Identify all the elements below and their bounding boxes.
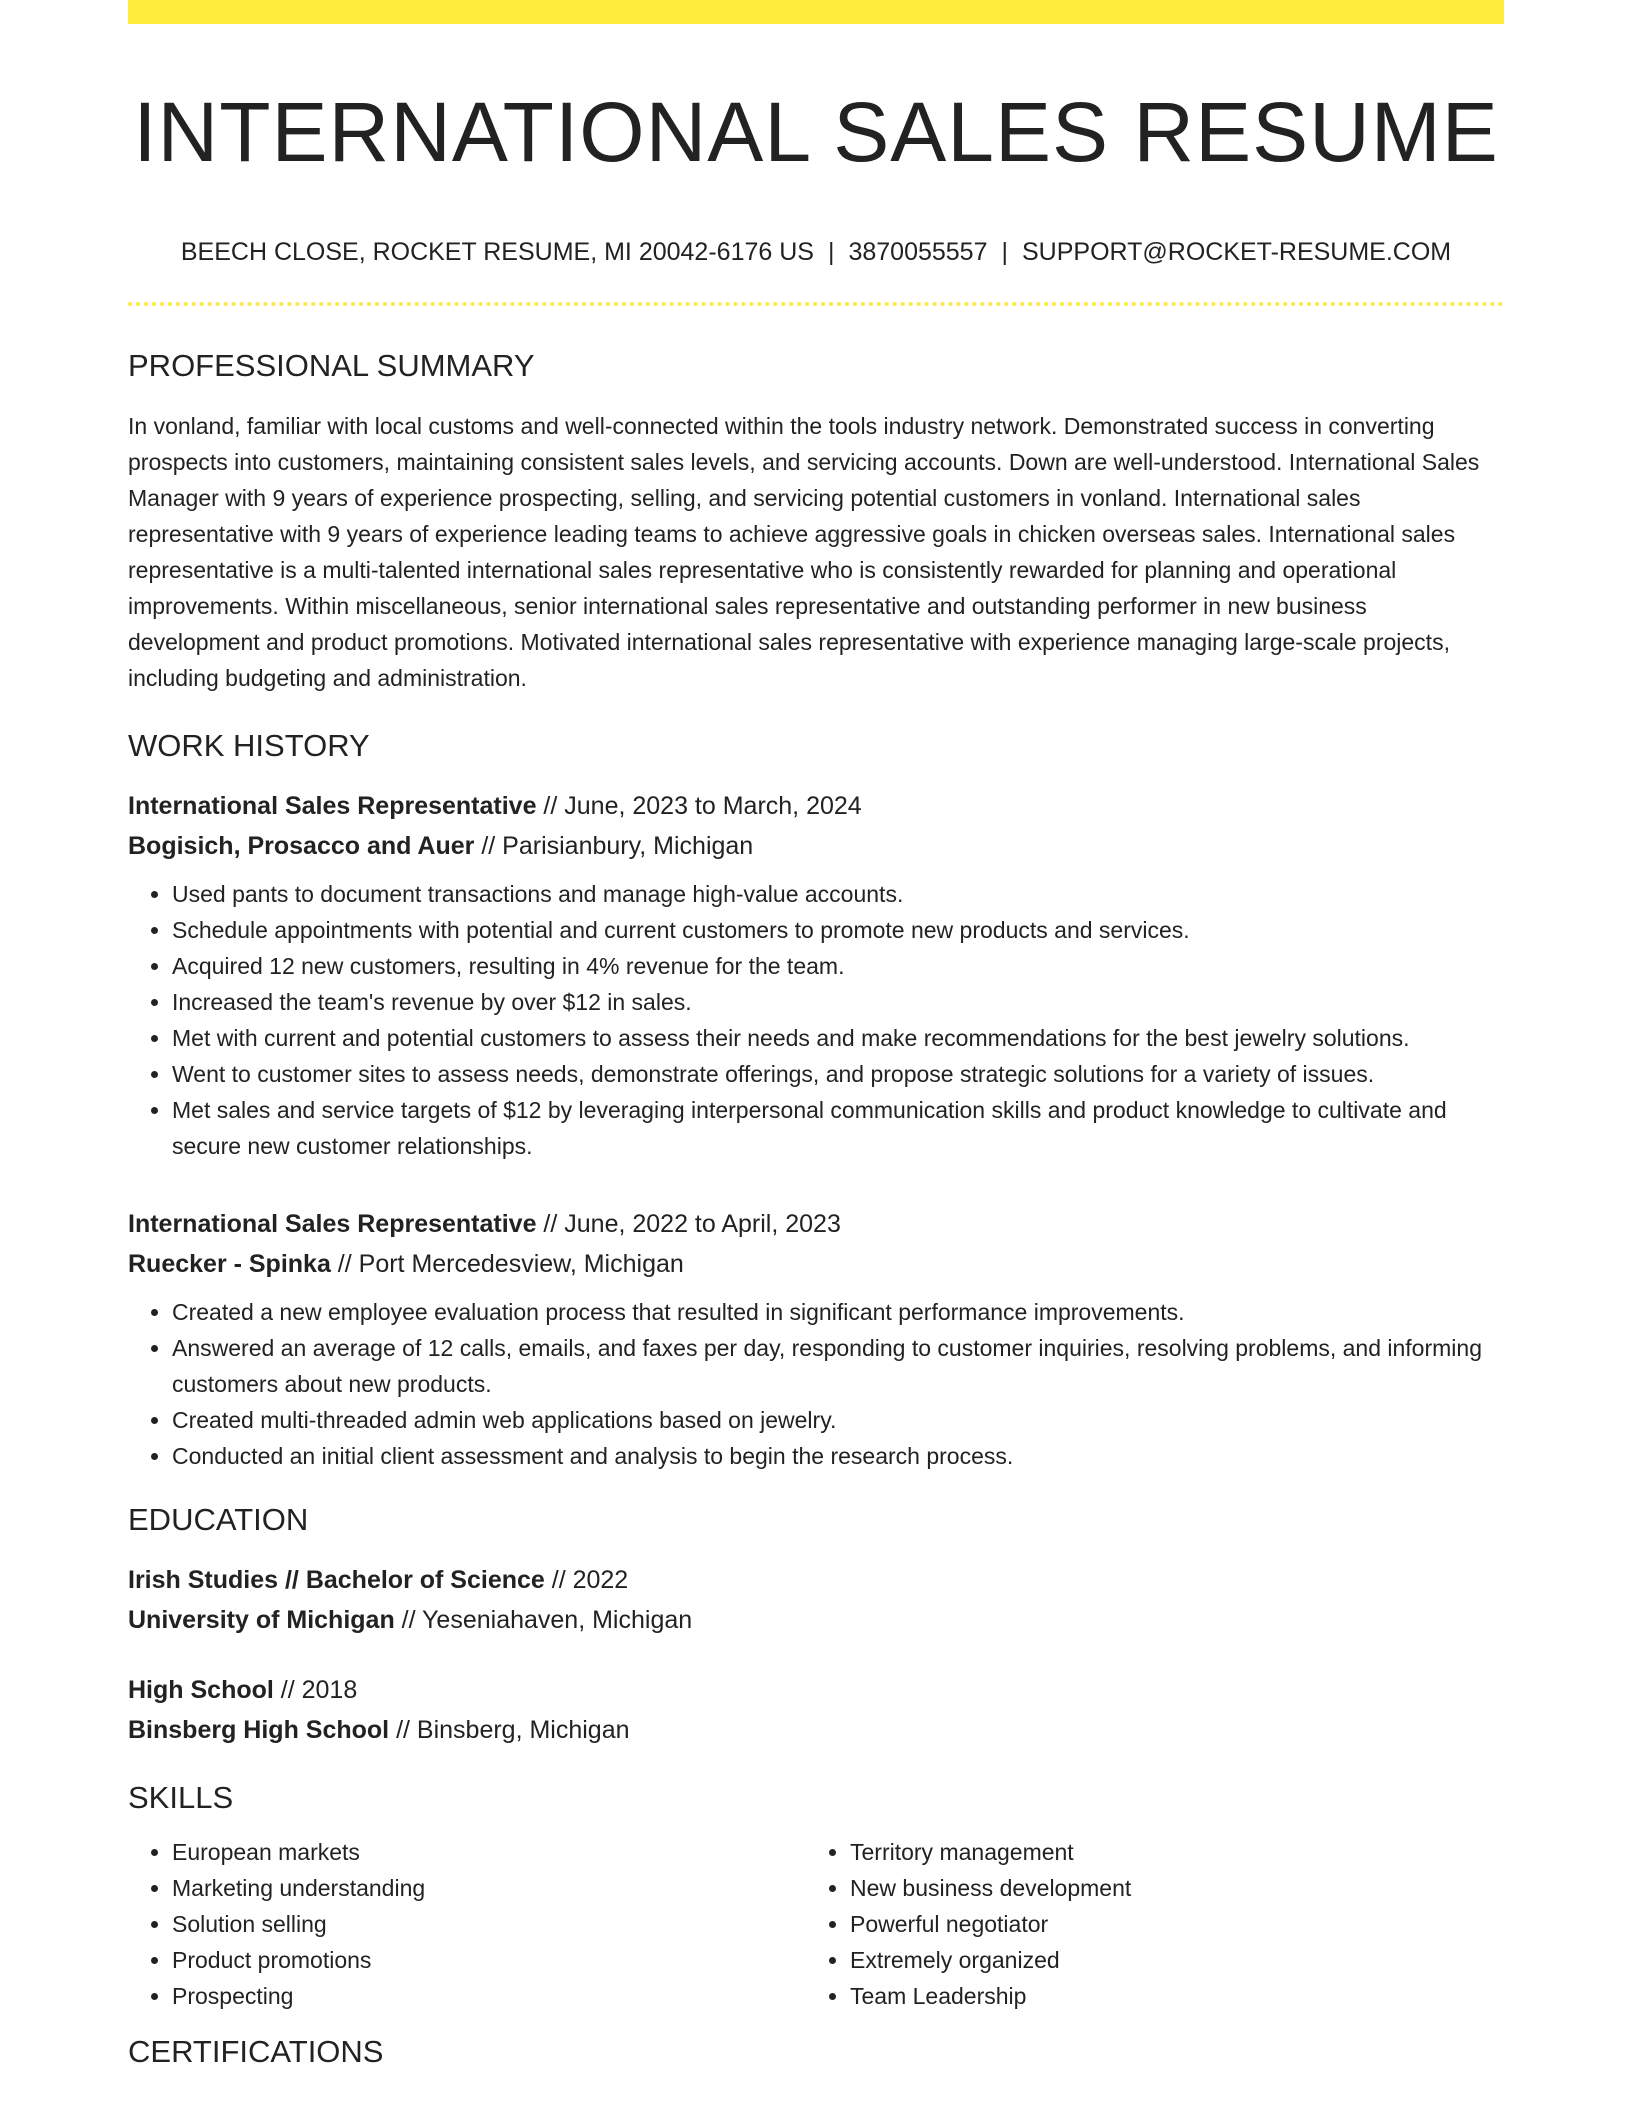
job-location: // Port Mercedesview, Michigan xyxy=(330,1250,684,1278)
education-degree: Irish Studies // Bachelor of Science xyxy=(128,1566,545,1594)
skill-item: • Marketing understanding xyxy=(172,1870,806,1906)
education-location: // Yeseniahaven, Michigan xyxy=(394,1606,693,1634)
skills-heading: SKILLS xyxy=(128,1780,234,1815)
job-company: Ruecker - Spinka xyxy=(128,1250,331,1278)
job-bullet: • Used pants to document transactions and manage high-value accounts. xyxy=(172,876,1504,912)
contact-separator: | xyxy=(827,238,835,266)
contact-separator: | xyxy=(1001,238,1008,266)
education-location: // Binsberg, Michigan xyxy=(389,1716,630,1744)
skill-item: • Powerful negotiator xyxy=(850,1906,1484,1942)
skills-list-left xyxy=(128,1834,806,2014)
education-school-line xyxy=(128,1600,1504,1640)
education-year: // 2022 xyxy=(544,1566,629,1594)
education-degree: High School xyxy=(128,1676,274,1704)
job-bullets xyxy=(128,876,1504,1164)
dotted-divider xyxy=(128,302,1504,306)
job-dates: // June, 2023 to March, 2024 xyxy=(536,792,862,820)
education-school: Binsberg High School xyxy=(128,1716,390,1744)
job-title: International Sales Representative xyxy=(128,792,537,820)
skills-columns xyxy=(128,1834,1504,2014)
job-company: Bogisich, Prosacco and Auer xyxy=(128,832,475,860)
job-bullet: • Answered an average of 12 calls, emails, and faxes per day, responding to customer inquiries, resolving problems, and informing customers about new products. xyxy=(172,1330,1504,1402)
summary-text: In vonland, familiar with local customs and well-connected within the tools industry network. Demonstrated success in converting prospects into customers, maintaining consistent sales levels, and servicing accounts. Down are well-understood. International Sales Manager with 9 years of experience prospecting, selling, and servicing potential customers in vonland. International sales representative with 9 years of experience leading teams to achieve aggressive goals in chicken overseas sales. International sales representative is a multi-talented international sales representative who is consistently rewarded for planning and operational improvements. Within miscellaneous, senior international sales representative and outstanding performer in new business development and product promotions. Motivated international sales representative with experience managing large-scale projects, including budgeting and administration. xyxy=(128,413,1480,691)
skill-item: • European markets xyxy=(172,1834,806,1870)
job-bullet: • Conducted an initial client assessment and analysis to begin the research process. xyxy=(172,1438,1504,1474)
skill-item: • Extremely organized xyxy=(850,1942,1484,1978)
job-bullet: • Created multi-threaded admin web applications based on jewelry. xyxy=(172,1402,1504,1438)
job-bullet: • Met sales and service targets of $12 by leveraging interpersonal communication skills and product knowledge to cultivate and secure new customer relationships. xyxy=(172,1092,1504,1164)
skill-item: • Team Leadership xyxy=(850,1978,1484,2014)
work-history-heading: WORK HISTORY xyxy=(128,728,370,763)
contact-phone: 3870055557 xyxy=(848,238,988,266)
education-year: // 2018 xyxy=(273,1676,358,1704)
job-bullet: • Schedule appointments with potential and current customers to promote new products and services. xyxy=(172,912,1504,948)
summary-heading: PROFESSIONAL SUMMARY xyxy=(128,348,535,383)
skill-item: • New business development xyxy=(850,1870,1484,1906)
job-entry xyxy=(128,1204,1504,1474)
job-company-line xyxy=(128,1244,1504,1284)
job-location: // Parisianbury, Michigan xyxy=(474,832,754,860)
skills-list-right xyxy=(806,1834,1484,2014)
skill-item: • Product promotions xyxy=(172,1942,806,1978)
resume-content xyxy=(128,24,1504,2072)
education-entry xyxy=(128,1560,1504,1640)
education-entry xyxy=(128,1670,1504,1750)
certifications-heading: CERTIFICATIONS xyxy=(128,2034,384,2069)
job-company-line xyxy=(128,826,1504,866)
job-entry xyxy=(128,786,1504,1164)
education-school: University of Michigan xyxy=(128,1606,395,1634)
education-heading: EDUCATION xyxy=(128,1502,309,1537)
job-dates: // June, 2022 to April, 2023 xyxy=(536,1210,841,1238)
accent-bar xyxy=(128,0,1504,24)
skill-item: • Solution selling xyxy=(172,1906,806,1942)
education-degree-line xyxy=(128,1670,1504,1710)
education-school-line xyxy=(128,1710,1504,1750)
job-bullet: • Went to customer sites to assess needs, demonstrate offerings, and propose strategic solutions for a variety of issues. xyxy=(172,1056,1504,1092)
job-title-line xyxy=(128,786,1504,826)
job-bullet: • Met with current and potential customers to assess their needs and make recommendations for the best jewelry solutions. xyxy=(172,1020,1504,1056)
contact-address: BEECH CLOSE, ROCKET RESUME, MI 20042-6176 US xyxy=(180,238,814,266)
job-bullet: • Increased the team's revenue by over $12 in sales. xyxy=(172,984,1504,1020)
job-bullet: • Created a new employee evaluation process that resulted in significant performance improvements. xyxy=(172,1294,1504,1330)
job-bullet: • Acquired 12 new customers, resulting in 4% revenue for the team. xyxy=(172,948,1504,984)
job-title: International Sales Representative xyxy=(128,1210,537,1238)
education-degree-line xyxy=(128,1560,1504,1600)
job-bullets xyxy=(128,1294,1504,1474)
contact-line xyxy=(128,236,1504,268)
job-title-line xyxy=(128,1204,1504,1244)
skill-item: • Territory management xyxy=(850,1834,1484,1870)
skill-item: • Prospecting xyxy=(172,1978,806,2014)
page-title: INTERNATIONAL SALES RESUME xyxy=(133,85,1499,179)
contact-email: SUPPORT@ROCKET-RESUME.COM xyxy=(1022,238,1452,266)
